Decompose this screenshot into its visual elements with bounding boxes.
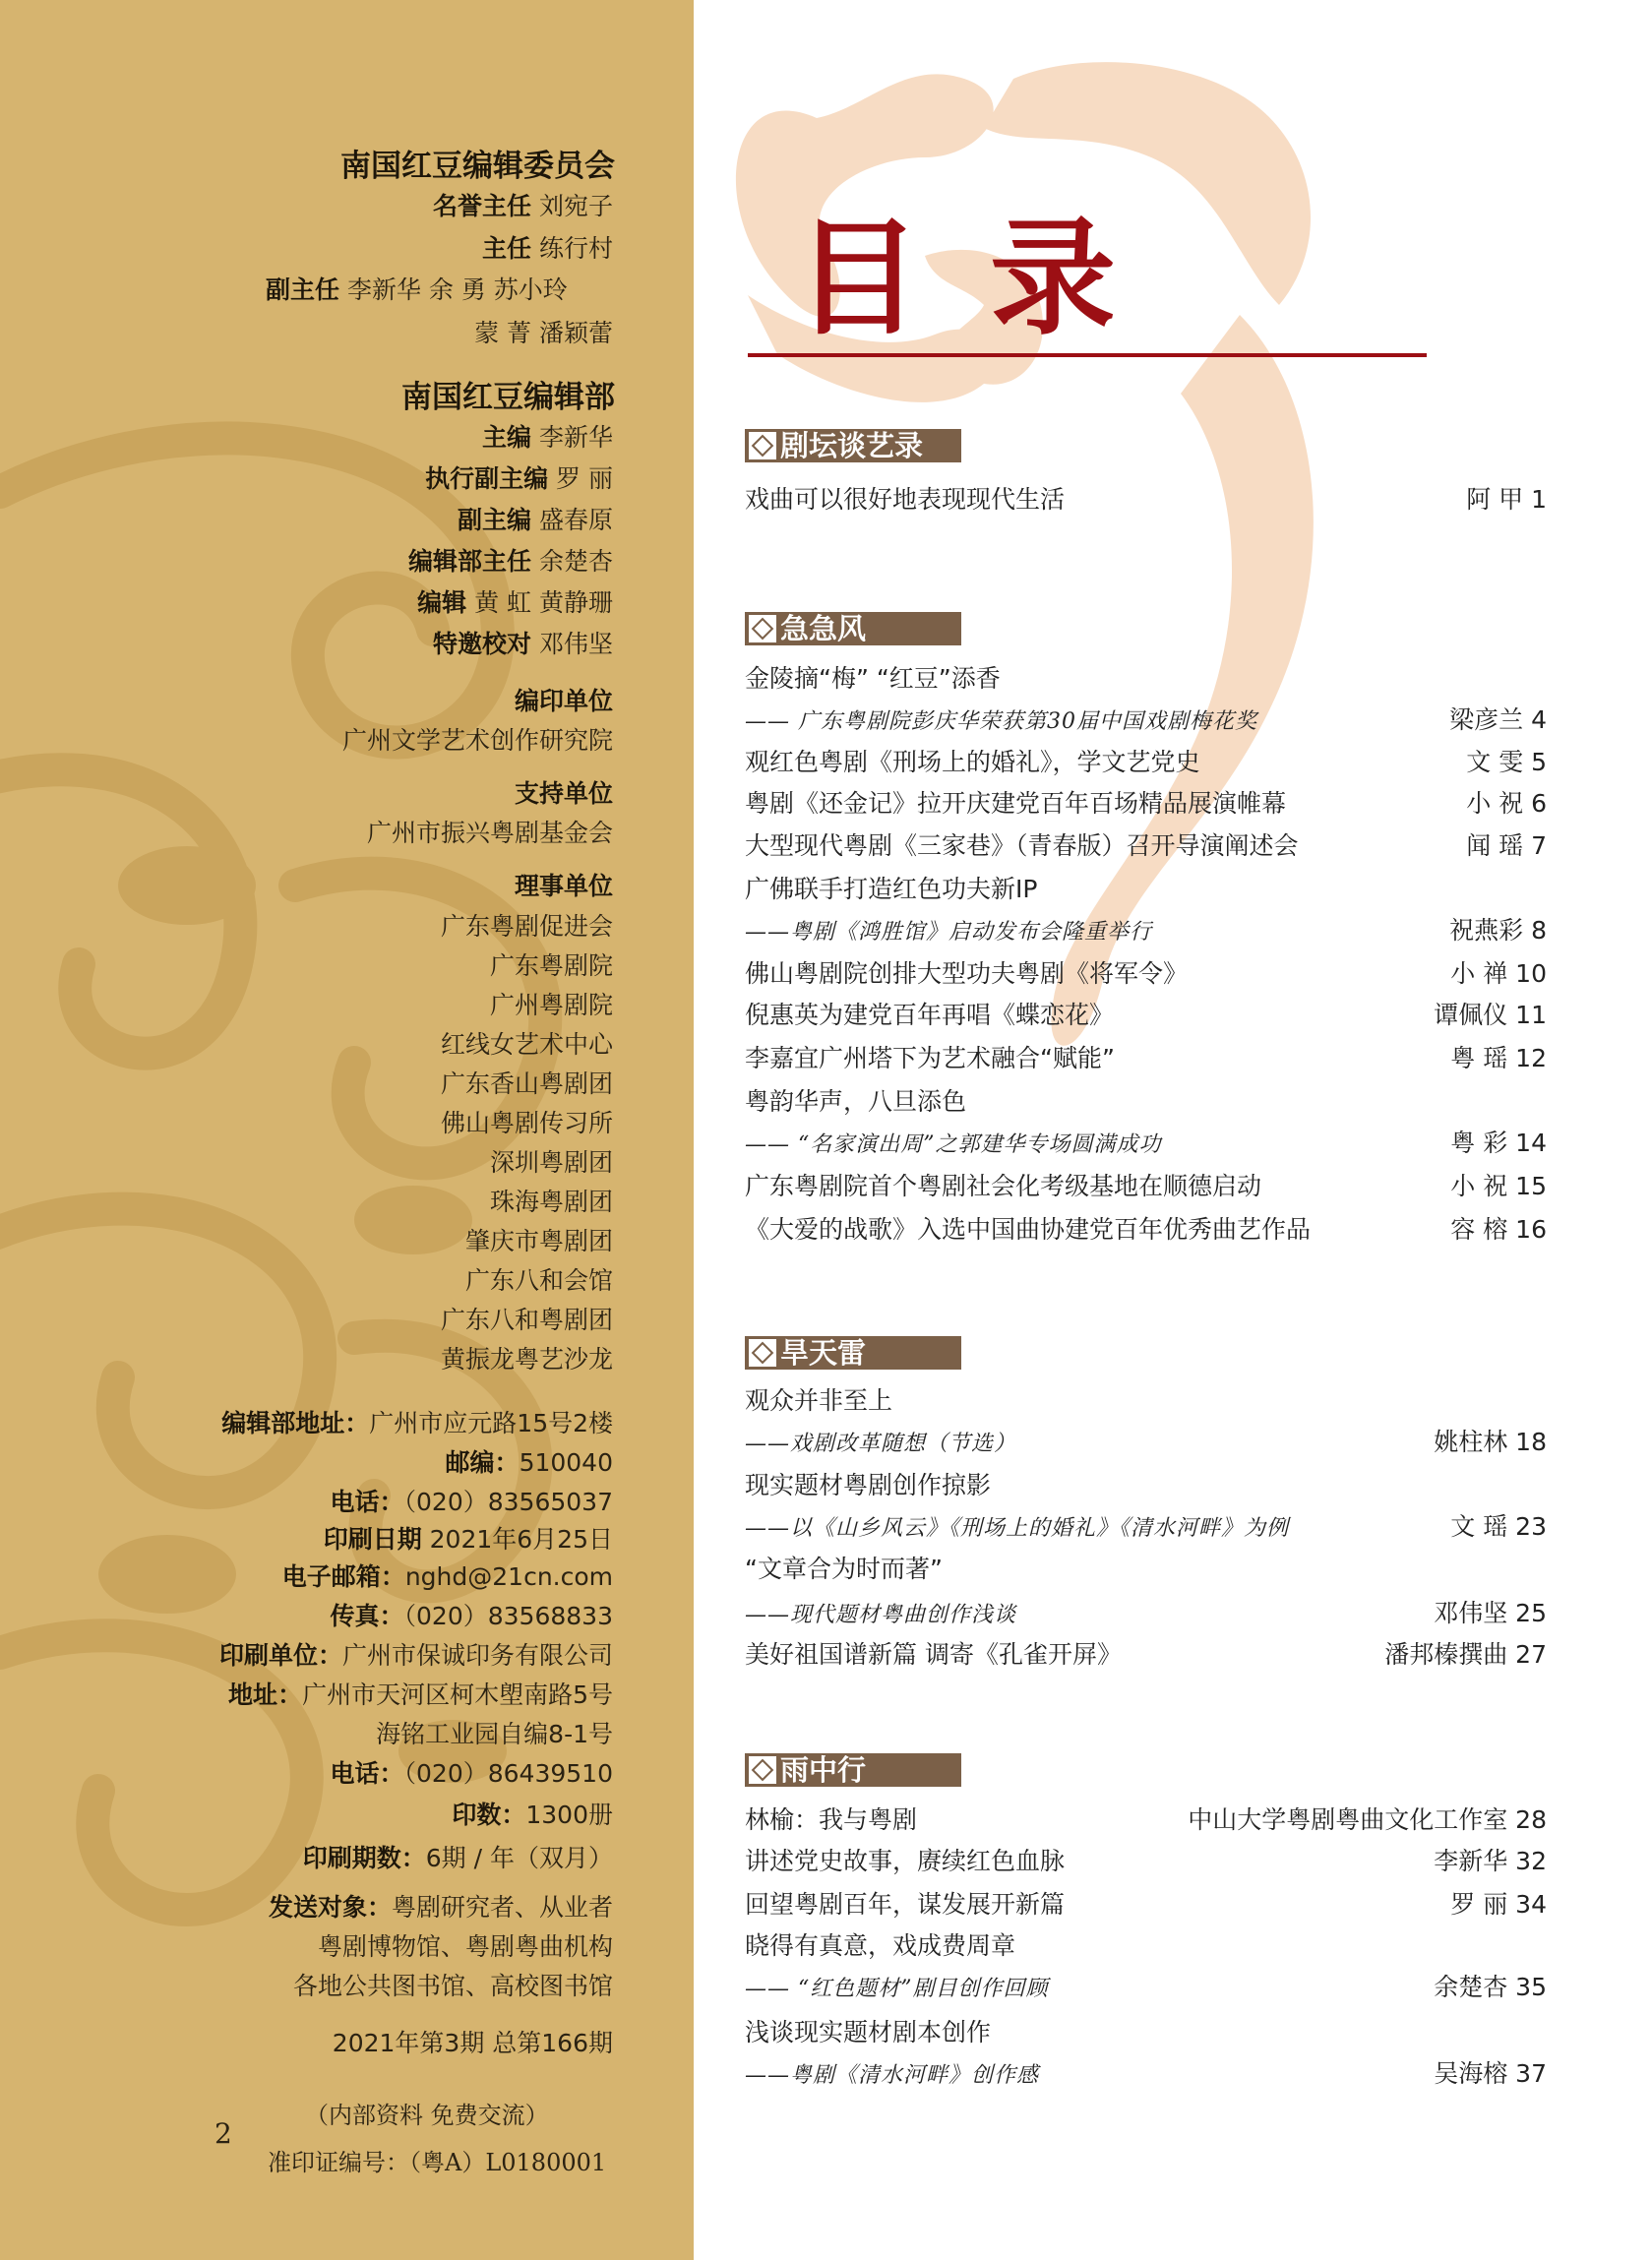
council-member: 珠海粤剧团 — [489, 1188, 613, 1216]
printer-line: 印刷单位：广州市保诚印务有限公司 — [218, 1641, 613, 1670]
issue-number: 2021年第3期 总第166期 — [332, 2029, 613, 2057]
toc-entry-author-page: 粤 彩 14 — [1450, 1129, 1547, 1157]
section-heading — [745, 1753, 961, 1787]
postcode-line: 邮编：510040 — [445, 1448, 613, 1477]
toc-entry[interactable] — [745, 1594, 1547, 1633]
council-member: 肇庆市粤剧团 — [464, 1227, 613, 1255]
director-line — [3, 232, 613, 266]
page-number: 2 — [214, 2117, 232, 2150]
printer-label: 印刷单位 — [218, 1641, 318, 1670]
honorary-director: 刘宛子 — [538, 192, 613, 220]
address: 广州市应元路15号2楼 — [369, 1409, 613, 1437]
audience-cont: 各地公共图书馆、高校图书馆 — [292, 1972, 613, 2000]
deputy: 盛春原 — [538, 506, 613, 534]
internal-note: （内部资料 免费交流） — [305, 2102, 549, 2129]
toc-entry-title: “文章合为时而著” — [745, 1555, 943, 1583]
toc-entry[interactable] — [745, 1842, 1547, 1881]
toc-entry-title: 《大爱的战歌》入选中国曲协建党百年优秀曲艺作品 — [745, 1215, 1312, 1244]
section-heading — [745, 1336, 961, 1370]
toc-entry-title: 佛山粤剧院创排大型功夫粤剧《将军令》 — [745, 959, 1189, 988]
masthead-panel — [0, 0, 694, 2260]
toc-entry-author-page: 粤 瑶 12 — [1450, 1044, 1547, 1072]
council-label: 理事单位 — [514, 872, 613, 900]
toc-entry-title: 戏曲可以很好地表现现代生活 — [745, 485, 1066, 514]
toc-entry[interactable] — [745, 1167, 1547, 1206]
phone-line: 电话：（020）83565037 — [330, 1488, 613, 1516]
committee-title: 南国红豆编辑委员会 — [340, 149, 615, 184]
toc-entry[interactable] — [745, 911, 1547, 950]
toc-entry-title: 现实题材粤剧创作掠影 — [745, 1471, 992, 1499]
section-heading — [745, 612, 961, 645]
toc-entry[interactable] — [745, 2054, 1547, 2094]
toc-entry-author-page: 梁彦兰 4 — [1449, 705, 1547, 734]
section-heading-label: 雨中行 — [780, 1753, 867, 1787]
frequency-line: 印刷期数：6期 / 年（双月） — [302, 1844, 613, 1872]
toc-entry[interactable] — [745, 954, 1547, 994]
toc-entry-author-page: 容 榕 16 — [1450, 1215, 1547, 1244]
vice-director-label: 副主任 — [266, 275, 340, 304]
frequency-label: 印刷期数 — [302, 1844, 401, 1872]
toc-entry-author-page: 文 雯 5 — [1466, 748, 1547, 776]
council-member: 广东香山粤剧团 — [440, 1069, 613, 1098]
toc-entry-author-page: 罗 丽 34 — [1450, 1890, 1547, 1919]
ornament-icon — [749, 432, 776, 459]
printer-address-label: 地址 — [228, 1680, 278, 1709]
toc-entry[interactable] — [745, 1423, 1547, 1462]
toc-entry[interactable] — [745, 743, 1547, 782]
fax: （020）83568833 — [403, 1602, 613, 1630]
printer-phone-label: 电话 — [330, 1759, 380, 1788]
toc-entry-title: 观众并非至上 — [745, 1386, 893, 1415]
toc-entry-title: 金陵摘“梅” “红豆”添香 — [745, 664, 1001, 693]
printer-address: 广州市天河区柯木塱南路5号 — [302, 1680, 613, 1709]
chief-editor: 李新华 — [538, 423, 613, 452]
toc-entry-subtitle: ——粤剧《鸿胜馆》启动发布会隆重举行 — [745, 920, 1153, 945]
postcode: 510040 — [519, 1448, 613, 1477]
toc-entry[interactable] — [745, 1210, 1547, 1250]
toc-entry-title: 大型现代粤剧《三家巷》（青春版）召开导演阐述会 — [745, 831, 1299, 860]
toc-entry[interactable] — [745, 1635, 1547, 1675]
council-member: 黄振龙粤艺沙龙 — [440, 1345, 613, 1374]
title-rule — [748, 353, 1427, 357]
publisher-label: 编印单位 — [514, 687, 613, 715]
office-director-label: 编辑部主任 — [408, 547, 532, 576]
toc-entry-title: 广佛联手打造红色功夫新IP — [745, 875, 1038, 903]
toc-entry[interactable] — [745, 659, 1547, 699]
toc-entry-author-page: 谭佩仪 11 — [1434, 1001, 1547, 1029]
toc-title: 目录 — [795, 206, 1186, 352]
toc-entry-author-page: 中山大学粤剧粤曲文化工作室 28 — [1188, 1805, 1547, 1834]
phone: （020）83565037 — [403, 1488, 613, 1516]
toc-entry-title: 美好祖国谱新篇 调寄《孔雀开屏》 — [745, 1640, 1122, 1669]
print-run-label: 印数 — [452, 1801, 502, 1829]
toc-entry-author-page: 小 祝 15 — [1450, 1172, 1547, 1200]
audience-line: 发送对象：粤剧研究者、从业者 — [268, 1893, 613, 1922]
supporter: 广州市振兴粤剧基金会 — [366, 819, 613, 847]
printer-address-cont: 海铭工业园自编8-1号 — [376, 1720, 613, 1748]
toc-entry-author-page: 李新华 32 — [1434, 1847, 1547, 1875]
supporter-label: 支持单位 — [514, 779, 613, 808]
toc-entry[interactable] — [745, 1885, 1547, 1924]
council-member: 广东粤剧促进会 — [440, 912, 613, 941]
toc-entry-subtitle: ——粤剧《清水河畔》创作感 — [745, 2063, 1040, 2088]
publisher: 广州文学艺术创作研究院 — [341, 726, 613, 755]
printer-phone: （020）86439510 — [403, 1759, 613, 1788]
department-title: 南国红豆编辑部 — [401, 380, 615, 415]
toc-entry-title: 讲述党史故事，赓续红色血脉 — [745, 1847, 1066, 1875]
toc-entry-title: 回望粤剧百年，谋发展开新篇 — [745, 1890, 1066, 1919]
section-heading-label: 急急风 — [780, 612, 867, 645]
toc-entry[interactable] — [745, 784, 1547, 824]
address-label: 编辑部地址 — [221, 1409, 345, 1437]
frequency: 6期 / 年（双月） — [425, 1844, 613, 1872]
toc-entry-author-page: 文 瑶 23 — [1450, 1512, 1547, 1541]
printer: 广州市保诚印务有限公司 — [341, 1641, 613, 1670]
postcode-label: 邮编 — [445, 1448, 495, 1477]
council-member: 广东八和粤剧团 — [440, 1306, 613, 1334]
director-label: 主任 — [482, 234, 532, 263]
deputy-line — [3, 504, 613, 537]
toc-entry-title: 观红色粤剧《刑场上的婚礼》，学文艺党史 — [745, 748, 1200, 776]
toc-entry-author-page: 小 祝 6 — [1466, 789, 1547, 818]
ornament-icon — [749, 1339, 776, 1367]
editors-label: 编辑 — [417, 588, 467, 617]
toc-entry-title: 晓得有真意，戏成费周章 — [745, 1931, 1016, 1960]
editors-line — [3, 586, 613, 620]
address-line: 编辑部地址：广州市应元路15号2楼 — [221, 1409, 613, 1437]
toc-entry[interactable] — [745, 1968, 1547, 2007]
toc-entry-title: 广东粤剧院首个粤剧社会化考级基地在顺德启动 — [745, 1172, 1262, 1200]
council-member: 广东八和会馆 — [464, 1266, 613, 1295]
print-date-label: 印刷日期 — [323, 1525, 422, 1554]
proofreader: 邓伟坚 — [538, 630, 613, 658]
council-member: 广东粤剧院 — [489, 951, 613, 980]
toc-entry[interactable] — [745, 1039, 1547, 1078]
toc-entry[interactable] — [745, 1124, 1547, 1163]
toc-entry[interactable] — [745, 2013, 1547, 2052]
toc-entry-author-page: 姚柱林 18 — [1434, 1428, 1547, 1456]
toc-entry[interactable] — [745, 870, 1547, 909]
toc-entry[interactable] — [745, 701, 1547, 740]
phone-label: 电话 — [330, 1488, 380, 1516]
toc-entry[interactable] — [745, 480, 1547, 519]
toc-entry[interactable] — [745, 1507, 1547, 1547]
editors: 黄 虹 黄静珊 — [474, 588, 613, 617]
exec-deputy-label: 执行副主编 — [425, 464, 549, 493]
section-heading-label: 剧坛谈艺录 — [780, 429, 924, 462]
toc-entry-subtitle: ——现代题材粤曲创作浅谈 — [745, 1603, 1017, 1627]
toc-entry-author-page: 闻 瑶 7 — [1466, 831, 1547, 860]
printer-phone-line: 电话：（020）86439510 — [330, 1759, 613, 1788]
toc-entry-subtitle: ——以《山乡风云》《刑场上的婚礼》《清水河畔》为例 — [745, 1516, 1290, 1541]
chief-editor-label: 主编 — [482, 423, 532, 452]
audience-label: 发送对象 — [268, 1893, 367, 1922]
vice-directors: 李新华 余 勇 苏小玲 — [346, 275, 568, 304]
toc-entry[interactable] — [745, 1082, 1547, 1122]
office-director-line — [3, 545, 613, 579]
audience-cont: 粤剧博物馆、粤剧粤曲机构 — [317, 1932, 613, 1961]
toc-entry-title: 李嘉宜广州塔下为艺术融合“赋能” — [745, 1044, 1115, 1072]
toc-entry[interactable] — [745, 1381, 1547, 1421]
office-director: 余楚杏 — [538, 547, 613, 576]
toc-entry-subtitle: —— 广东粤剧院彭庆华荣获第30届中国戏剧梅花奖 — [745, 709, 1257, 734]
toc-entry-author-page: 邓伟坚 25 — [1434, 1599, 1547, 1627]
honorary-director-label: 名誉主任 — [433, 192, 532, 220]
email-line: 电子邮箱：nghd@21cn.com — [281, 1562, 613, 1591]
deputy-label: 副主编 — [458, 506, 532, 534]
toc-entry-author-page: 祝燕彩 8 — [1449, 916, 1547, 945]
proofreader-line — [3, 628, 613, 661]
toc-entry-author-page: 潘邦榛撰曲 27 — [1384, 1640, 1547, 1669]
toc-entry-title: 粤剧《还金记》拉开庆建党百年百场精品展演帷幕 — [745, 789, 1287, 818]
vice-directors-cont: 蒙 菁 潘颖蕾 — [474, 319, 613, 347]
audience: 粤剧研究者、从业者 — [391, 1893, 613, 1922]
toc-entry[interactable] — [745, 1466, 1547, 1505]
toc-entry-title: 浅谈现实题材剧本创作 — [745, 2018, 992, 2046]
toc-entry[interactable] — [745, 1550, 1547, 1589]
council-member: 红线女艺术中心 — [440, 1030, 613, 1059]
toc-entry-author-page: 小 禅 10 — [1450, 959, 1547, 988]
toc-entry[interactable] — [745, 826, 1547, 866]
toc-entry-subtitle: ——戏剧改革随想（节选） — [745, 1432, 1017, 1456]
toc-entry-author-page: 阿 甲 1 — [1466, 485, 1547, 514]
print-date: 2021年6月25日 — [429, 1525, 613, 1554]
toc-entry[interactable] — [745, 1801, 1547, 1840]
toc-entry-author-page: 吴海榕 37 — [1434, 2059, 1547, 2088]
printer-address-line: 地址：广州市天河区柯木塱南路5号 — [228, 1680, 613, 1709]
honorary-director-line — [3, 190, 613, 223]
toc-entry-title: 粤韵华声，八旦添色 — [745, 1087, 967, 1116]
print-run: 1300册 — [525, 1801, 613, 1829]
email: nghd@21cn.com — [404, 1562, 613, 1591]
council-member: 佛山粤剧传习所 — [440, 1109, 613, 1137]
fax-line: 传真：（020）83568833 — [330, 1602, 613, 1630]
fax-label: 传真 — [330, 1602, 380, 1630]
exec-deputy-line — [3, 462, 613, 496]
toc-entry-title: 林榆：我与粤剧 — [745, 1805, 918, 1834]
ornament-icon — [749, 1756, 776, 1784]
print-run-line: 印数：1300册 — [452, 1801, 613, 1829]
chief-editor-line — [3, 421, 613, 455]
council-member: 广州粤剧院 — [489, 991, 613, 1019]
proofreader-label: 特邀校对 — [433, 630, 532, 658]
section-heading-label: 旱天雷 — [780, 1336, 867, 1370]
toc-entry-subtitle: —— “红色题材”剧目创作回顾 — [745, 1977, 1049, 2001]
toc-entry-subtitle: —— “名家演出周”之郭建华专场圆满成功 — [745, 1132, 1162, 1157]
director: 练行村 — [538, 234, 613, 263]
section-heading — [745, 429, 961, 462]
toc-entry[interactable] — [745, 996, 1547, 1035]
exec-deputy: 罗 丽 — [556, 464, 613, 493]
toc-entry-title: 倪惠英为建党百年再唱《蝶恋花》 — [745, 1001, 1115, 1029]
toc-entry-author-page: 余楚杏 35 — [1434, 1973, 1547, 2001]
ornament-icon — [749, 615, 776, 642]
print-date-line — [3, 1523, 613, 1557]
permit-number: 准印证编号：（粤A）L0180001 — [268, 2149, 607, 2176]
email-label: 电子邮箱 — [281, 1562, 381, 1591]
toc-entry[interactable] — [745, 1926, 1547, 1966]
vice-director-line — [266, 274, 615, 307]
council-member: 深圳粤剧团 — [489, 1148, 613, 1177]
